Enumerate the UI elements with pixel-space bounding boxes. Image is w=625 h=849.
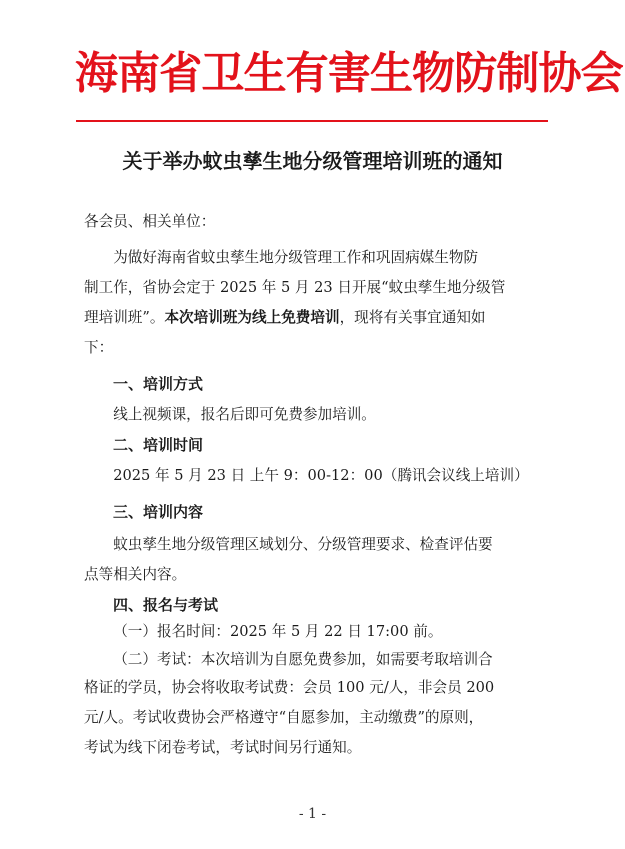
section-heading-training-content: 三、培训内容: [113, 503, 204, 521]
section-heading-training-time: 二、培训时间: [113, 436, 204, 454]
exam-item-line-4: 考试为线下闭卷考试，考试时间另行通知。: [84, 739, 362, 756]
intro-line-2: 制工作，省协会定于 2025 年 5 月 23 日开展“蚊虫孳生地分级管: [84, 279, 506, 296]
organization-name: 海南省卫生有害生物防制协会: [74, 48, 623, 99]
intro-line-4: 下：: [84, 339, 114, 356]
section-heading-registration-exam: 四、报名与考试: [113, 596, 219, 614]
registration-time-item: （一）报名时间：2025 年 5 月 22 日 17:00 前。: [113, 623, 443, 640]
section-heading-training-method: 一、培训方式: [113, 375, 204, 393]
intro-line-3-end: ，现将有关事宜通知如: [339, 309, 486, 326]
section-content-training-time: 2025 年 5 月 23 日 上午 9：00-12：00（腾讯会议线上培训）: [113, 467, 529, 484]
intro-line-3-start: 理培训班”。: [84, 309, 165, 326]
intro-line-1: 为做好海南省蚊虫孳生地分级管理工作和巩固病媒生物防: [113, 249, 479, 266]
exam-item-line-3: 元/人。考试收费协会严格遵守“自愿参加，主动缴费”的原则，: [84, 709, 484, 726]
intro-free-training-emphasis: 本次培训班为线上免费培训: [164, 309, 340, 326]
salutation: 各会员、相关单位：: [84, 213, 216, 230]
intro-line-3: [84, 303, 554, 332]
section-content-training-content-line-1: 蚊虫孳生地分级管理区域划分、分级管理要求、检查评估要: [113, 536, 493, 553]
section-content-training-content-line-2: 点等相关内容。: [84, 566, 187, 583]
exam-item-line-1: （二）考试：本次培训为自愿免费参加，如需要考取培训合: [113, 651, 493, 668]
page-number: - 1 -: [298, 806, 327, 822]
notice-title: 关于举办蚊虫孳生地分级管理培训班的通知: [122, 149, 503, 173]
exam-item-line-2: 格证的学员，协会将收取考试费：会员 100 元/人，非会员 200: [84, 679, 495, 696]
header-red-rule: [76, 120, 548, 122]
section-content-training-method: 线上视频课，报名后即可免费参加培训。: [113, 406, 376, 423]
